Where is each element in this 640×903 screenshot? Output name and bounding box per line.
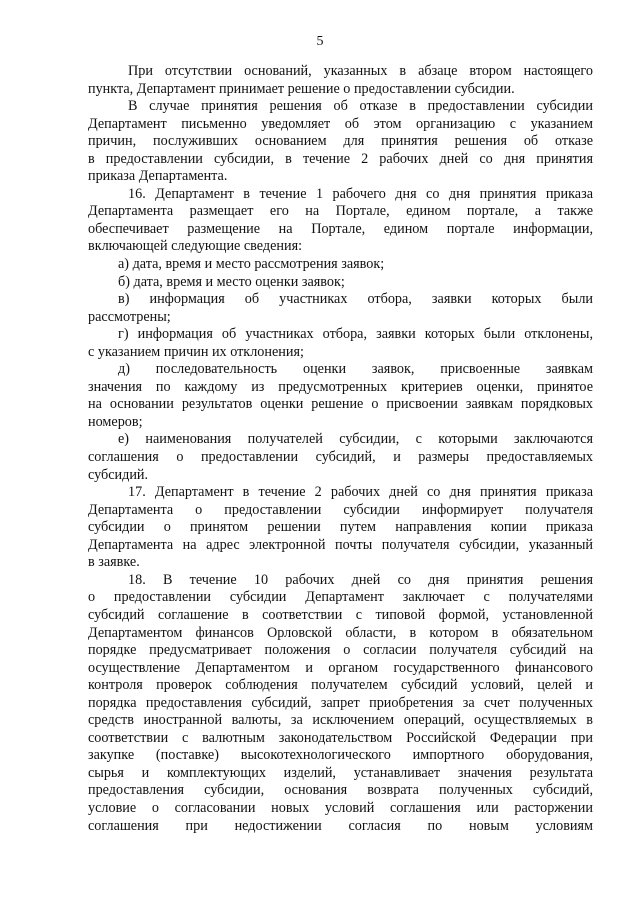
text-line: номеров; (88, 413, 143, 430)
text-line: на основании результатов оценки решение о присвоении заявкам порядковых (88, 396, 593, 413)
text-line: пункта, Департамент принимает решение о предоставлении субсидии. (88, 80, 515, 97)
text-line: 18. В течение 10 рабочих дней со дня принятия решения (128, 571, 593, 588)
text-line: обеспечивает размещение на Портале, едином портале информации, (88, 220, 593, 237)
text-line: Департамента размещает его на Портале, едином портале, а также (88, 203, 593, 220)
text-line: Департаментом финансов Орловской области, в котором в обязательном (88, 624, 593, 641)
text-line: о предоставлении субсидии Департамент заключает с получателями (88, 589, 593, 606)
text-line: в предоставлении субсидии, в течение 2 рабочих дней со дня принятия (88, 150, 593, 167)
text-line: с указанием причин их отклонения; (88, 343, 304, 360)
text-line: субсидии о принятом решении путем направления копии приказа (88, 519, 593, 536)
text-line: осуществление Департаментом и органом государственного финансового (88, 659, 593, 676)
text-line: соглашения при недостижении согласия по новым условиям (88, 817, 593, 834)
text-line: причин, послуживших основанием для принятия решения об отказе (88, 133, 593, 150)
text-line: 16. Департамент в течение 1 рабочего дня со дня принятия приказа (128, 185, 593, 202)
text-line: сырья и комплектующих изделий, устанавливает значения результата (88, 764, 593, 781)
text-line: в) информация об участниках отбора, заявки которых были (118, 291, 593, 308)
text-line: закупке (поставке) высокотехнологического импортного оборудования, (88, 747, 593, 764)
text-line: е) наименования получателей субсидии, с которыми заключаются (118, 431, 593, 448)
text-line: условие о согласовании новых условий соглашения или расторжении (88, 799, 593, 816)
text-line: б) дата, время и место оценки заявок; (118, 273, 345, 290)
text-line: д) последовательность оценки заявок, присвоенные заявкам (118, 361, 593, 378)
text-line: г) информация об участниках отбора, заявки которых были отклонены, (118, 326, 593, 343)
text-line: средств иностранной валюты, за исключением операций, осуществляемых в (88, 712, 593, 729)
text-line: соглашения о предоставлении субсидий, и размеры предоставляемых (88, 449, 593, 466)
text-line: субсидий. (88, 466, 149, 483)
text-line: Департамента на адрес электронной почты получателя субсидии, указанный (88, 536, 593, 553)
text-line: субсидий соглашение в соответствии с типовой формой, установленной (88, 606, 593, 623)
text-line: предоставления субсидии, основания возврата полученных субсидий, (88, 782, 593, 799)
text-line: Департамент письменно уведомляет об этом организацию с указанием (88, 115, 593, 132)
text-line: контроля проверок соблюдения получателем субсидий условий, целей и (88, 677, 593, 694)
text-line: В случае принятия решения об отказе в предоставлении субсидии (128, 98, 593, 115)
page-number: 5 (316, 34, 324, 49)
text-line: Департамента о предоставлении субсидии информирует получателя (88, 501, 593, 518)
text-line: в заявке. (88, 554, 140, 571)
text-line: При отсутствии оснований, указанных в абзаце втором настоящего (128, 63, 593, 79)
document-body (88, 63, 593, 835)
text-line: порядке предусматривает положения о согласии получателя субсидий на (88, 642, 593, 659)
text-line: соответствии с валютным законодательством Российской Федерации при (88, 729, 593, 746)
text-line: приказа Департамента. (88, 168, 228, 185)
text-line: включающей следующие сведения: (88, 238, 303, 255)
text-line: значения по каждому из предусмотренных критериев оценки, принятое (88, 378, 593, 395)
text-line: 17. Департамент в течение 2 рабочих дней со дня принятия приказа (128, 484, 593, 501)
text-line: порядка предоставления субсидий, запрет приобретения за счет полученных (88, 694, 593, 711)
text-line: рассмотрены; (88, 308, 171, 325)
text-line: а) дата, время и место рассмотрения заявок; (118, 256, 385, 273)
